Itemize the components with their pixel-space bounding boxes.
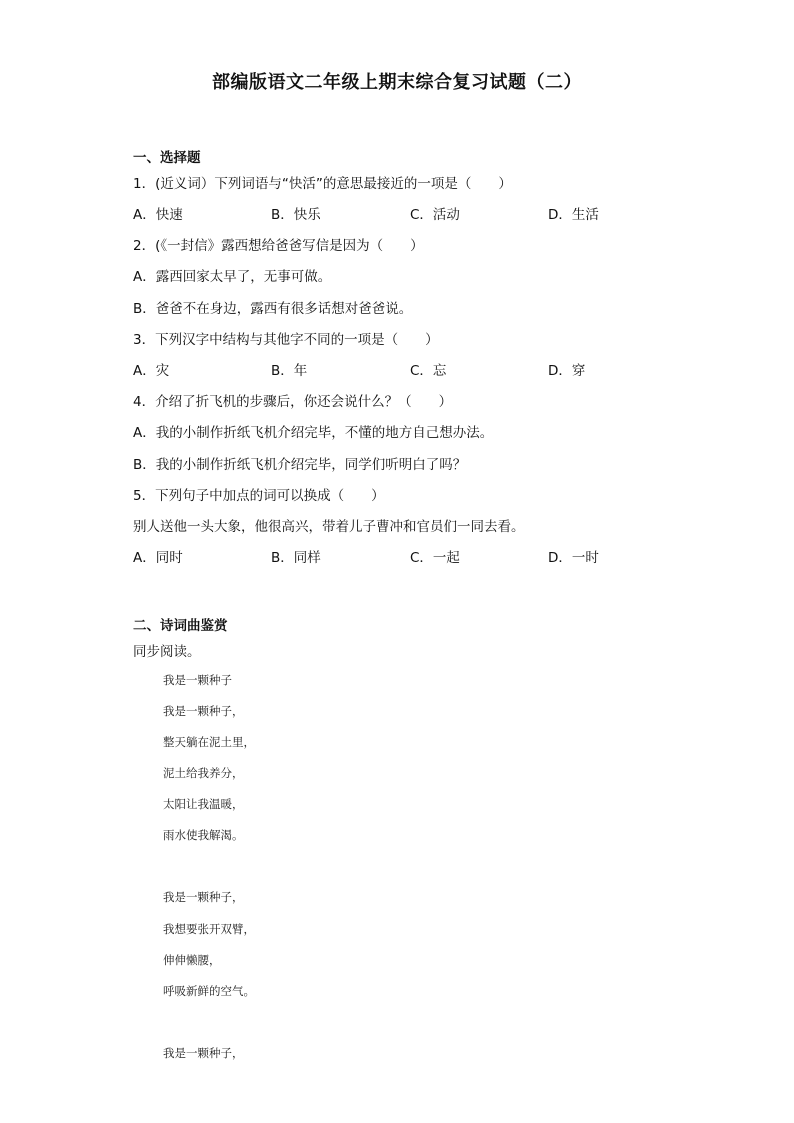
poem-line: 雨水使我解渴。 [163,828,244,842]
q3-option-c: C．忘 [410,363,447,379]
poem-line: 泥土给我养分， [163,766,244,780]
q3-option-d: D．穿 [548,363,586,379]
q1-option-c: C．活动 [410,207,460,223]
page-title: 部编版语文二年级上期末综合复习试题（二） [212,72,582,93]
question-5: 5．下列句子中加点的词可以换成（ ） [133,488,385,504]
poem-line: 呼吸新鲜的空气。 [163,984,255,998]
q4-option-a: A．我的小制作折纸飞机介绍完毕，不懂的地方自己想办法。 [133,425,494,441]
poem-line: 我是一颗种子， [163,1046,244,1060]
q5-sentence: 别人送他一头大象，他很高兴，带着儿子曹冲和官员们一同去看。 [133,519,525,535]
section-heading-choice: 一、选择题 [133,150,201,166]
q5-option-a: A．同时 [133,550,183,566]
reading-intro: 同步阅读。 [133,644,201,660]
question-4: 4．介绍了折飞机的步骤后，你还会说什么？（ ） [133,394,453,410]
question-2: 2．(《一封信》露西想给爸爸写信是因为（ ） [133,238,424,254]
poem-line: 太阳让我温暖， [163,797,244,811]
question-3: 3．下列汉字中结构与其他字不同的一项是（ ） [133,332,439,348]
q1-option-a: A．快速 [133,207,183,223]
poem-line: 伸伸懒腰， [163,953,221,967]
q5-option-c: C．一起 [410,550,460,566]
poem-line: 我是一颗种子， [163,704,244,718]
q5-option-b: B．同样 [271,550,321,566]
q1-option-b: B．快乐 [271,207,321,223]
q2-option-a: A．露西回家太早了，无事可做。 [133,269,332,285]
poem-line: 我是一颗种子， [163,890,244,904]
question-1: 1．(近义词）下列词语与“快活”的意思最接近的一项是（ ） [133,176,512,192]
poem-line: 我想要张开双臂， [163,922,255,936]
q3-option-b: B．年 [271,363,308,379]
q5-option-d: D．一时 [548,550,599,566]
q1-option-d: D．生活 [548,207,599,223]
section-heading-poetry: 二、诗词曲鉴赏 [133,618,228,634]
poem-title: 我是一颗种子 [163,673,232,687]
q3-option-a: A．灾 [133,363,170,379]
q2-option-b: B．爸爸不在身边，露西有很多话想对爸爸说。 [133,301,413,317]
poem-line: 整天躺在泥土里， [163,735,255,749]
q4-option-b: B．我的小制作折纸飞机介绍完毕，同学们听明白了吗？ [133,457,467,473]
